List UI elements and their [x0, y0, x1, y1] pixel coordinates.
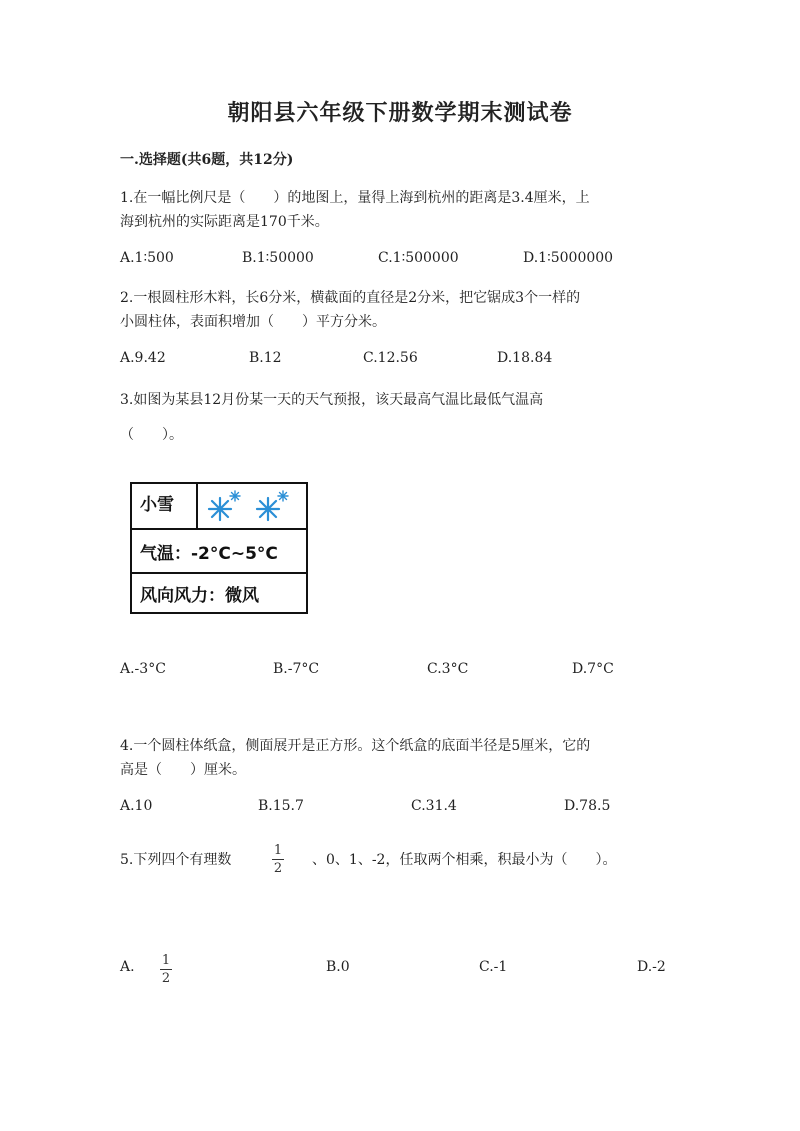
- q2-option-b[interactable]: B.12: [249, 350, 282, 366]
- q1-text: 1.在一幅比例尺是（ ）的地图上，量得上海到杭州的距离是3.4厘米，上 海到杭州的实际距离是170千米。: [120, 190, 590, 230]
- q2-text: 2.一根圆柱形木料，长6分米，横截面的直径是2分米，把它锯成3个一样的 小圆柱体，表面积增加（ ）平方分米。: [120, 290, 581, 330]
- q4-option-d[interactable]: D.78.5: [564, 798, 611, 814]
- q3-text: 3.如图为某县12月份某一天的天气预报，该天最高气温比最低气温高: [120, 392, 544, 408]
- q3-option-b[interactable]: B.-7°C: [273, 661, 320, 677]
- weather-icons: [202, 488, 302, 528]
- weather-temperature: 气温：-2°C~5°C: [140, 544, 278, 564]
- weather-row-temperature: [132, 528, 306, 574]
- q5-option-a-fraction[interactable]: 1 2: [161, 953, 171, 986]
- weather-forecast-figure: [130, 482, 308, 614]
- q5-option-d[interactable]: D.-2: [637, 959, 666, 975]
- q4-text: 4.一个圆柱体纸盒，侧面展开是正方形。这个纸盒的底面半径是5厘米，它的 高是（ ）厘米。: [120, 738, 591, 778]
- section-heading: 一.选择题(共6题，共12分): [120, 152, 294, 168]
- page-title: 朝阳县六年级下册数学期末测试卷: [227, 100, 573, 126]
- q3-text-line2: （ ）。: [120, 427, 183, 443]
- q3-option-a[interactable]: A.-3°C: [120, 661, 166, 677]
- q5-option-c[interactable]: C.-1: [479, 959, 508, 975]
- q5-text-prefix: 5.下列四个有理数: [120, 852, 232, 868]
- q4-option-b[interactable]: B.15.7: [258, 798, 304, 814]
- q1-option-d[interactable]: D.1∶5000000: [523, 250, 614, 266]
- q5-text-suffix: 、0、1、-2，任取两个相乘，积最小为（ ）。: [312, 852, 617, 868]
- q5-option-b[interactable]: B.0: [326, 959, 350, 975]
- weather-row-wind: [132, 572, 306, 612]
- q5-fraction: 1 2: [273, 843, 283, 876]
- q3-option-c[interactable]: C.3°C: [427, 661, 469, 677]
- q2-option-d[interactable]: D.18.84: [497, 350, 553, 366]
- q4-option-c[interactable]: C.31.4: [411, 798, 457, 814]
- q2-option-c[interactable]: C.12.56: [363, 350, 418, 366]
- q1-option-a[interactable]: A.1∶500: [120, 250, 174, 266]
- q1-option-c[interactable]: C.1∶500000: [378, 250, 459, 266]
- q2-option-a[interactable]: A.9.42: [120, 350, 166, 366]
- snowflake-icon: [202, 488, 302, 524]
- q5-option-a-label[interactable]: A.: [120, 959, 135, 975]
- weather-wind: 风向风力：微风: [140, 586, 259, 606]
- q3-option-d[interactable]: D.7°C: [572, 661, 614, 677]
- weather-condition: 小雪: [132, 484, 198, 528]
- q4-option-a[interactable]: A.10: [120, 798, 153, 814]
- weather-row-condition: [132, 484, 306, 530]
- q1-option-b[interactable]: B.1∶50000: [242, 250, 314, 266]
